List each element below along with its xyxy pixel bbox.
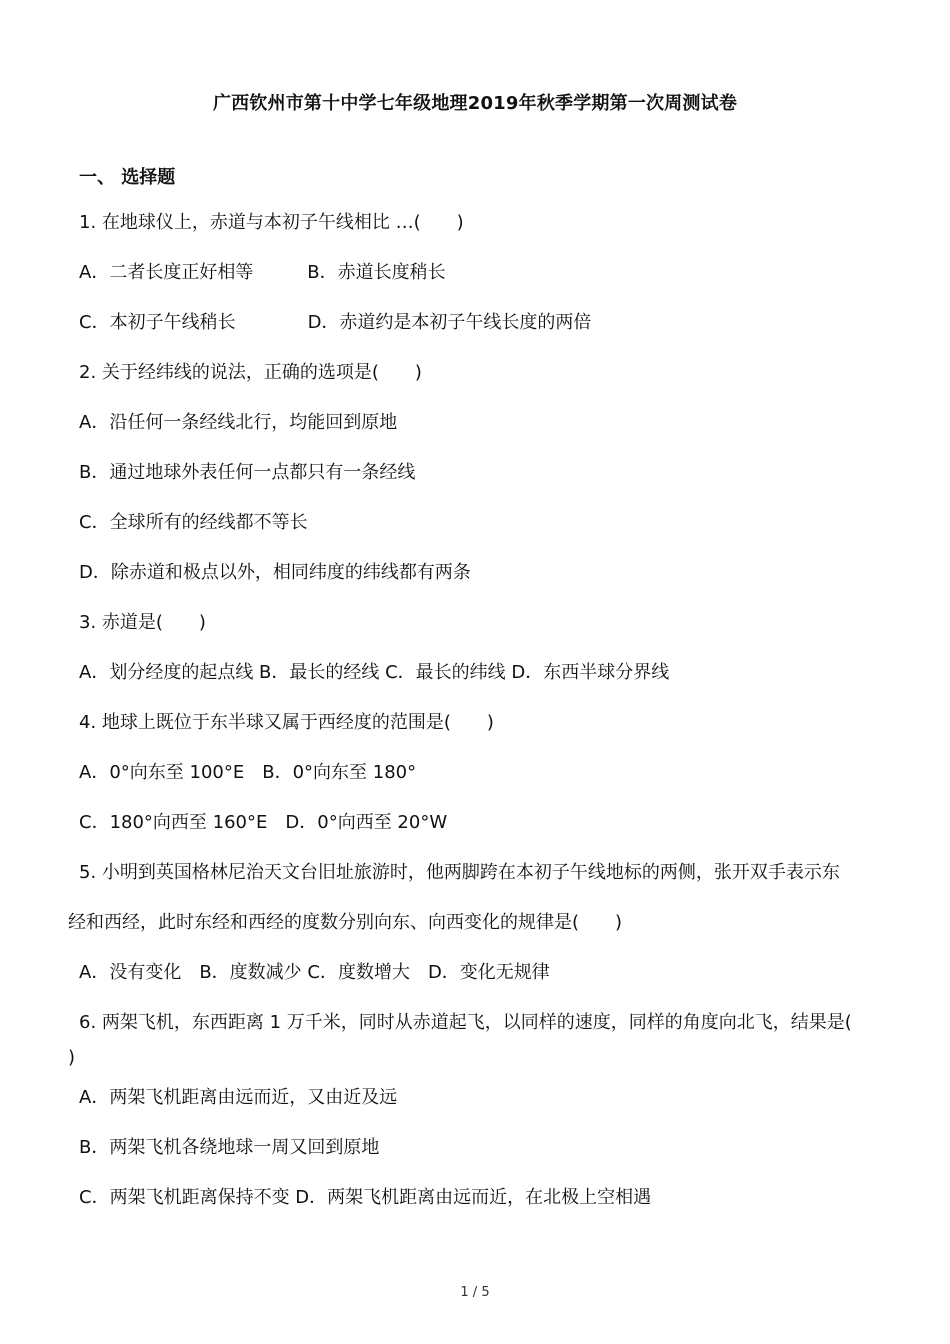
question-1-options-ab: A．二者长度正好相等 B．赤道长度稍长 xyxy=(79,262,446,283)
question-2-option-d: D．除赤道和极点以外，相同纬度的纬线都有两条 xyxy=(79,562,471,583)
question-2-option-b: B．通过地球外表任何一点都只有一条经线 xyxy=(79,462,416,483)
question-3-stem: 3. 赤道是( ) xyxy=(79,612,206,633)
question-6-option-b: B．两架飞机各绕地球一周又回到原地 xyxy=(79,1137,380,1158)
question-2-stem: 2. 关于经纬线的说法，正确的选项是( ) xyxy=(79,362,422,383)
question-5-options: A．没有变化 B．度数减少 C．度数增大 D．变化无规律 xyxy=(79,962,550,983)
question-6-stem-line-1: 6. 两架飞机，东西距离 1 万千米，同时从赤道起飞，以同样的速度，同样的角度向北飞，结果是( xyxy=(79,1012,852,1033)
question-2-option-a: A．沿任何一条经线北行，均能回到原地 xyxy=(79,412,398,433)
question-6-option-a: A．两架飞机距离由远而近，又由近及远 xyxy=(79,1087,398,1108)
question-1-options-cd: C．本初子午线稍长 D．赤道约是本初子午线长度的两倍 xyxy=(79,312,592,333)
document-title: 广西钦州市第十中学七年级地理2019年秋季学期第一次周测试卷 xyxy=(212,93,738,114)
section-heading: 一、 选择题 xyxy=(79,167,176,188)
question-6-options-cd: C．两架飞机距离保持不变 D．两架飞机距离由远而近，在北极上空相遇 xyxy=(79,1187,652,1208)
question-4-stem: 4. 地球上既位于东半球又属于西经度的范围是( ) xyxy=(79,712,494,733)
question-4-options-cd: C．180°向西至 160°E D．0°向西至 20°W xyxy=(79,812,448,833)
page-number: 1 / 5 xyxy=(460,1285,490,1300)
question-1-stem: 1. 在地球仪上，赤道与本初子午线相比 …( ) xyxy=(79,212,464,233)
question-5-stem-line-1: 5. 小明到英国格林尼治天文台旧址旅游时，他两脚跨在本初子午线地标的两侧，张开双手表示东 xyxy=(79,862,840,883)
question-5-stem-line-2: 经和西经，此时东经和西经的度数分别向东、向西变化的规律是( ) xyxy=(68,912,623,933)
question-3-options: A．划分经度的起点线 B．最长的经线 C．最长的纬线 D．东西半球分界线 xyxy=(79,662,670,683)
question-6-stem-line-2: ) xyxy=(68,1047,76,1068)
question-2-option-c: C．全球所有的经线都不等长 xyxy=(79,512,308,533)
question-4-options-ab: A．0°向东至 100°E B．0°向东至 180° xyxy=(79,762,417,783)
